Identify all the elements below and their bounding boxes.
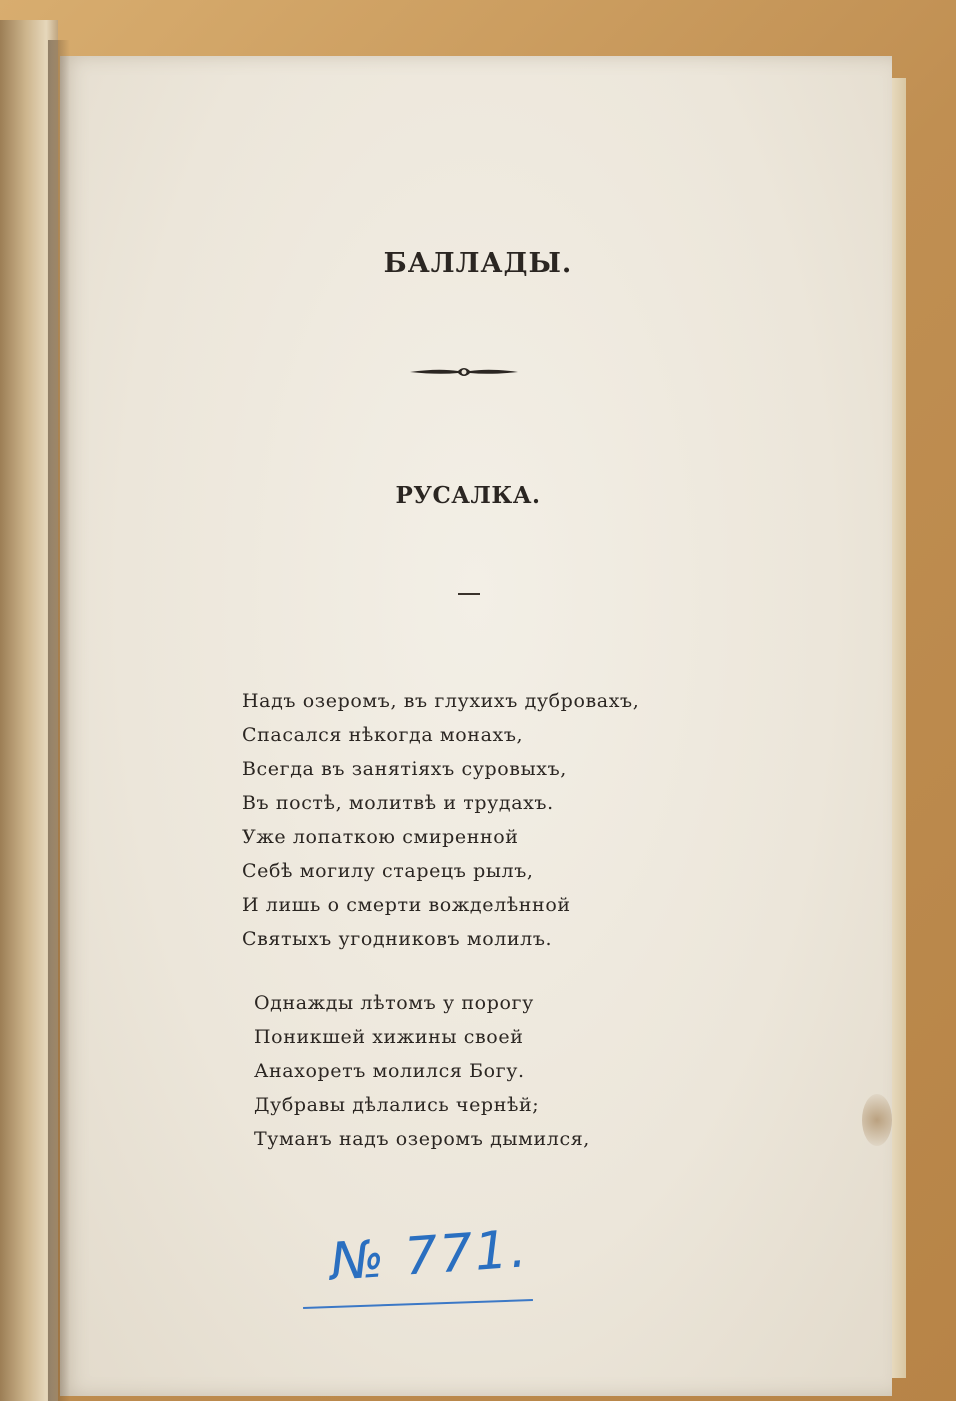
stanza-2 bbox=[254, 986, 590, 1156]
spine-shadow bbox=[48, 40, 70, 1401]
verse-line: Туманъ надъ озеромъ дымился, bbox=[254, 1128, 590, 1150]
paper-stain bbox=[862, 1094, 892, 1146]
title-dash bbox=[458, 593, 480, 595]
section-title: БАЛЛАДЫ. bbox=[383, 248, 573, 279]
verse-line: Уже лопаткою смиренной bbox=[242, 826, 519, 848]
verse-line: И лишь о смерти вожделѣнной bbox=[242, 894, 571, 916]
verse-line: Святыхъ угодниковъ молилъ. bbox=[242, 928, 553, 950]
verse-line: Дубравы дѣлались чернѣй; bbox=[254, 1094, 540, 1116]
verse-line: Надъ озеромъ, въ глухихъ дубровахъ, bbox=[242, 690, 640, 712]
verse-line: Въ постѣ, молитвѣ и трудахъ. bbox=[242, 792, 554, 814]
stanza-1 bbox=[242, 684, 639, 956]
poem-title: РУСАЛКА. bbox=[395, 482, 541, 509]
verse-line: Анахоретъ молился Богу. bbox=[254, 1060, 525, 1082]
ornament-divider bbox=[408, 362, 520, 382]
verse-line: Всегда въ занятіяхъ суровыхъ, bbox=[242, 758, 567, 780]
verse-line: Поникшей хижины своей bbox=[254, 1026, 524, 1048]
verse-line: Себѣ могилу старецъ рылъ, bbox=[242, 860, 534, 882]
verse-line: Спасался нѣкогда монахъ, bbox=[242, 724, 524, 746]
verse-line: Однажды лѣтомъ у порогу bbox=[254, 992, 534, 1014]
handwritten-inventory-number: № 771. bbox=[328, 1219, 531, 1293]
